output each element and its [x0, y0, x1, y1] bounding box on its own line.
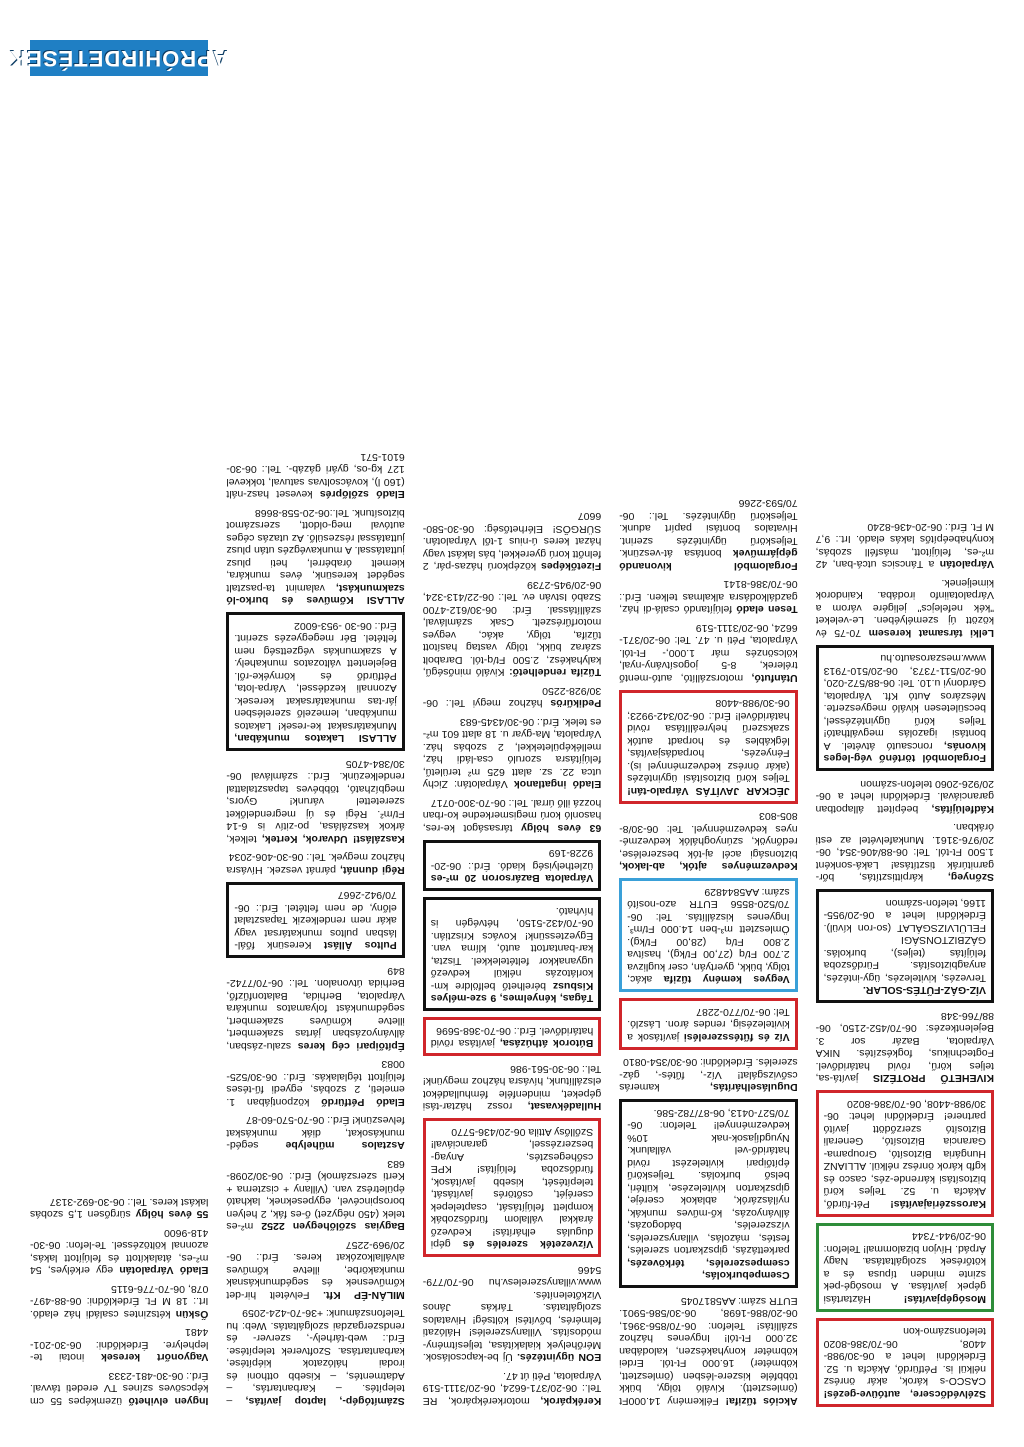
ad-column-2 [619, 87, 797, 1407]
ad-text: középkorú házas-pár, 2 felnőtt korú gyerekkel, bás lakást vagy házat keres ú-nius 1-től Várpalotán. SÜRGŐS! Elérhetőség: 06-30-580-6607 [422, 510, 602, 573]
classified-ad [619, 690, 797, 804]
classified-ad [423, 840, 601, 892]
classified-ad [423, 797, 601, 835]
ad-lead: Akciós tűzifa! [725, 1395, 798, 1407]
classified-ad [226, 613, 404, 752]
ad-lead: Duguláselhárítás, [710, 1081, 798, 1094]
classified-ad [226, 451, 404, 501]
classified-ad [816, 1318, 994, 1407]
ad-text: inotai te-lephelyre. Érdeklődni: 06-30-201-4481 [30, 1326, 209, 1364]
ad-text: Tervezés, kivitelezés, ügy-intézés, anyagbiztosítás. Fürdőszoba felújítás (teljes), burkolás. GÁZBIZTONSÁGI FELÜLVIZSGÁLAT (so-ron kívül). Érdeklődni lehet a 06-20/955-1166, telefon-számon [823, 897, 986, 984]
ad-text: parkettázás, gipszkarton szerelés, festés, mázolás, villanyszerelés, vízszerelés, bádogozás, állványozás, kő-műves munkák, nyílászárók, ablakok cseréje, gipszkarton kivitelezése, kültéri, belső burkolás. Teljeskörű építőipari kivitelezést rövid határidő-vel vállalunk. Nyugdíjasok-nak 10% kedvezménnyel! Telefon: 06-70/527-0413, 06-87/782-586. [627, 1107, 790, 1257]
classified-ad [619, 1100, 797, 1289]
ad-lead: VÍZ-GÁZ-FŰTÉS-SOLAR. [862, 984, 986, 997]
classified-ad [619, 999, 797, 1051]
ad-lead: Régi dunnát, [340, 864, 405, 876]
ad-lead: Hulladékvasat, [527, 1100, 602, 1113]
ad-lead: Bútorok áthúzása, [499, 1037, 594, 1050]
ad-text: Félkemény 14.000Ft (ömlesztett). Kiváló tölgy, bükk többféle kiszere-lésben (ömlesztett, köbméter) 16.000 Ft-tól. Erdei köbméter konyhakészen, kalodában 32.000 Ft-tól! Ingyenes házhoz szállítás! Telefon: 06-70/856-3961, 06-20/886-1698, 06-30/586-5901. EUTR szám: AA5817045 [619, 1295, 798, 1407]
ad-lead: Tágas, kényelmes, 9 sze-mélyes Kisbusz [430, 980, 594, 1005]
ad-text: párnát veszek. Hívásra házhoz megyek. Tel.: 06-30-406-2034 [226, 851, 405, 876]
classified-ad [816, 577, 994, 640]
ad-lead: Pultos Állást [323, 939, 397, 952]
ad-lead: Szőnyeg, [947, 871, 994, 884]
ad-text: – telepítés. – Karbantartás, – Adatmentés, – Kisebb otthoni és irodai hálózatok kiépítése, karbantartása. Szoftverek telepítése. Érd.: web-tárhely-, szerver- és rendszergazdai szolgáltatás. Web: hu Telefonszámunk: +36-70-424-2059 [226, 1307, 405, 1407]
ad-text: kárpittisztítás, bőr-garnitúrák tisztítása! Laká-sonként 1.500 Ft-tól. Tel: 06-88/406-354, 06-20/976-3161. Munkafelvétel az esti órákban. [815, 821, 994, 884]
ad-text: kamerás csővizsgálat! Víz-, fűtés-, gáz-szerelés. Érdeklődni: 06-30/354-0810 [619, 1056, 798, 1094]
ad-lead: Tűzifa rendelhető: [509, 666, 602, 679]
ad-lead: Víz és fűtésszerelési [683, 1031, 790, 1043]
ad-text: m²-es telek (450 négyzet) ő-es fák, 2 helyen borospincével, egypeseknek, lakható épületrész van. (Villany + ciszterna + Kerti szerszámok) Érd.: 06-30/2098-683 [226, 1158, 405, 1233]
ad-lead: Lelki társamat keresem [868, 627, 994, 639]
ad-text: Keresünk főál-lásban pultos munkatársat vagy akár nem rendelkezik Tapasztalat előny, de nem feltétel. Érd.: 06-70/942-2667 [234, 889, 397, 952]
classified-ad [226, 1058, 404, 1108]
ad-lead: Forgalomból történő vég-leges kivonás, [823, 740, 986, 765]
classified-ad [816, 778, 994, 816]
ad-column-5 [30, 87, 208, 1407]
classified-ad [423, 898, 601, 1012]
classified-ad [226, 1239, 404, 1302]
ad-lead: Várpalotán [939, 558, 994, 571]
classified-ad [30, 1283, 208, 1321]
classified-ad [816, 1223, 994, 1312]
ad-lead: Vegyes kemény tűzifa [663, 973, 790, 986]
ad-lead: Őskün [175, 1308, 209, 1320]
ad-text: Pét-fürdő, Akácfa u. 52. Teljes körű biztosítási kárrende-zés, casco és kgfb károk önrész nélkül. ALLIANZ Hungária Biztosító, Groupama-Garancia Biztosító, Generali Biztosító szerződött javító partnere! Érdeklődni lehet: 06-30/988-4408, 06-70/386-8020 [823, 1098, 986, 1210]
ad-lead: ALLASI Kőműves és burko-ló szakmunkást, [226, 582, 405, 607]
ad-lead: Építőipari cég keres [297, 1040, 405, 1052]
ad-lead: Eladó Várpalotán [119, 1264, 209, 1277]
ad-lead: ALLASI Lakatos munkában, [234, 732, 397, 745]
ad-text: 70-75 év között új személyében. Le-veleket "kék nefelejcs" jeligére várom a Várpalotaiinfo irodába. Kaindorok kimeljenek. [815, 577, 994, 639]
ad-column-3 [423, 87, 601, 1407]
ad-lead: Csempeburkolás, csempeszerelés, térkövezés, [627, 1257, 790, 1282]
ad-text: Felvételt hir-det kőművesnek és segédmunkásnak munkakörbe, illetve kőműves alvállalkozókat keres. Érd.: 06-20/969-2257 [226, 1239, 405, 1301]
ad-lead: MILÁN-ÉP Kft. [323, 1289, 405, 1301]
classified-ad [816, 1091, 994, 1218]
ad-text: beépített állapotban garanciával. Érdeklődni lehet a 06-20/926-2060 telefon-számon [815, 778, 994, 815]
ad-text: valamint ta-pasztalt segédet keresünk, éves munkára, kiemelt órabérrel, heti plusz juttatással. A munkavégzés után plusz juttatással részesülő. Az utazás céges autóval meg-oldott, szerszámot biztosítunk. Tel.:06-20-558-8668 [226, 507, 405, 594]
ad-text: gépi dugulás elhárítás! Kedvező árakkal vállalom fürdőszobák komplett felújítását, csaptelepek cseréjét, csőtörés javítását, telepítését, kisebb javítások, fürdőszoba felújítás! KPE csőhegesztés, Anyag-beszerzéssel, garanciával! Szőllősy Attila 06-20/436-5770 [430, 1126, 594, 1251]
ad-text: akác, tölgy, bükk, gyertyán, cser kuglizva 2.700 Ft/q (27,00 Ft/kg), hasítva 2.800 Ft/q (28,00 Ft/kg). Ömlesztett m³-ben 14.000 Ft/m³. Ingyenes kiszállítás. Tel: 06-70/520-8556 EUTR azo-nosító szám: AA5844829 [627, 886, 790, 986]
classified-ad [423, 1119, 601, 1258]
classified-ad [30, 1196, 208, 1221]
ad-lead: KIVEHETŐ PROTÉZIS [873, 1072, 994, 1085]
ad-lead: Ingyen elvihető [128, 1395, 209, 1407]
ad-text: roncsautó átvétel. A bontási igazolás megváltható! Teljes körű ügyintézéssel, becsületesen kiváló megyeszerte. Mészáros Autó Kft. Várpalota, Gárdonyi u.10. Tel: 06-88/572-020, 06-20/511-7373, 06-20/510-7913 www.meszarosauto.hu [823, 652, 986, 752]
ad-text: szalu-zásban, állványozásban jártas szakembert, illetve kőműves szakembert, segédmunkást folyamatos munkára Várpalota, Berhida, Balatonfűzfő, Berhida útvonalon. Tel.: 06-70/7742-849 [226, 965, 405, 1052]
classified-ad [816, 821, 994, 884]
classified-ad [619, 578, 797, 616]
classified-ad [619, 1295, 797, 1408]
ad-lead: Vízvezeték szerelés és [462, 1238, 594, 1251]
ad-text: Háztartási gépek javítása. A mosógé-pek szinte minden típusa és a kötőrések szolgáltatása. Nagy Árpád. Hívjon bizalommal! Telefon: 06-20/944-7344 [823, 1230, 986, 1305]
ad-lead: 55 éves hölgy [135, 1208, 209, 1221]
ad-text: Várpalotán: Zichy utca 22. sz. alatt 625 m² területű, felújításra szoruló csa-ládi ház, melléképületekkel, 2 szobás ház. Várpalota, Ma-gyar u. 18 alatt 601 m²-es telek. Érd.: 06-30/4345-683 [422, 716, 602, 791]
ad-lead: Szélvédőcsere, autóüve-gezés! [823, 1388, 986, 1400]
classified-ad [226, 851, 404, 876]
ad-text: Kiváló minőségű, kalyhakész, 2.500 Ft/q-tól. Darabolt száraz bükk, tölgy vastag hasított tűzifa, tölgy, akác, vegyes motorfűrészelt. Csak számlával, szállítással. Érd: 06-30/612-4700 Szabó István ev. Tel.: 06-22/413-324, 06-20/945-2739 [422, 579, 602, 679]
section-header [9, 40, 229, 76]
ad-text: társaságot ke-res, hasonló korú megismerkedne ko-rban hozzá illő úrral. Tel.: 06-70-300-0717 [422, 797, 602, 834]
ad-lead: Várpalota Bazársoron 20 m²-es [430, 872, 594, 885]
classified-ad [423, 510, 601, 573]
ad-text: sürgősen 1,5 szobás lakást keres. Tel.: 06-30-692-3137 [30, 1196, 209, 1221]
classified-ad [816, 890, 994, 1004]
classified-ad [423, 1370, 601, 1408]
classified-ad [619, 622, 797, 685]
ad-text: motorkerékpárok, RE Tel.: 06-20/371-6624, 06-20/3111-519 Várpalota, Péti út 47. [422, 1370, 602, 1407]
classified-ad [423, 1018, 601, 1057]
ad-text: felújítandó csalá-di ház, gazdálkodásra alkalmas telken. Érd.: 06-70/386-8141 [619, 578, 798, 616]
classified-ad [619, 497, 797, 572]
ad-text: biztonsági acél aj-tók beszerelése, redőnyök, szúnyoghálók kedvezmé-nyes kedvezménnyel. Tel: 06-30/8-805-803 [619, 810, 798, 860]
ad-lead: Kádfelújítás, [931, 803, 994, 815]
ad-lead: Bagyias szőlőhegyen 2252 [261, 1220, 405, 1233]
ad-text: javítá-sa, teljes körű, rövid határidővel. Fogtechnikus, fogkészítés. NIKA Várpalota, Bazár sor 3. Bejelentkezés: 06-70/452-2150, 06-88/766-348 [815, 1010, 994, 1085]
classified-ad [816, 645, 994, 772]
classified-ad [423, 1063, 601, 1113]
ad-lead: Kerékpárok, [540, 1395, 602, 1407]
classified-ad [226, 758, 404, 846]
classified-ad [226, 507, 404, 607]
classified-ad [226, 882, 404, 959]
ad-lead: EON ügyintézés. [517, 1351, 602, 1364]
classified-ad [619, 879, 797, 993]
ad-text: Munkatársakat ke-resek! Lakatos munkában, lemezelő szerelésben jár-tas munkatársakat keresek. Azonnali kezdéssel, Várpa-lota, Pétfürdő és környéke-ről. Bejelentett változatos munkahely. A szakmunkás végzettség nem feltétel. Bér megegyezés szerint. Érd.: 06-30 -953-6002 [234, 620, 397, 732]
ad-lead: 63 éves hölgy [521, 822, 602, 834]
ad-text: rossz háztar-tási gépeket, mindenféle fémhulladékot elszállítunk, hívásra házhoz megyünk! Tel.: 06-30-561-986 [422, 1063, 602, 1113]
classified-ad [226, 1307, 404, 1407]
ad-lead: Mosógépjavítás! [903, 1293, 986, 1305]
ad-lead: JÉCKAR JAVÍTÁS Várpalo-tán! [627, 785, 790, 797]
ad-column-4 [226, 87, 404, 1407]
classified-ad [619, 810, 797, 873]
ad-text: központjában 1. emeleti, 2 szobás, egyedi fű-téses felújított téglalakás. Érd.: 06-30/525-0083 [226, 1058, 405, 1108]
classified-ad [30, 1227, 208, 1277]
ad-lead: Utánfutó, [751, 672, 798, 684]
ad-lead: Kaszálást! Udvarok, Kertek, [261, 833, 405, 845]
ad-text: a Táncsics utcá-ban, 42 m²-es, felújított, másféll szobás, konyhabeépítős lakás eladó. Irt.: 9,7 M Ft. Érd.: 06-20-436-8240 [815, 521, 994, 571]
classified-ad [226, 965, 404, 1053]
classified-ad [423, 579, 601, 679]
classified-ad [30, 1326, 208, 1364]
ad-text: bérelhető belföldre km-korlátozás nélkül kedvező ugyanakkor feltételekkel. Tiszta, kar-bantartott autó, klíma van. Egyeztessünk! Kovács Krisztián. 06-70/432-5150, hétvégén is hívható. [430, 905, 594, 992]
ad-lead: Tesen eladó [736, 603, 798, 616]
ad-lead: Eladó Pétfürdő [321, 1096, 405, 1108]
ad-lead: Kedvezményes ajtók, ab-lakok, [619, 860, 798, 873]
ad-text: Teljes körű biztosítási ügyintézés (akár önrész kedvezménnyel is). Fényezés, horpadásjavítás, légkábles és horpadt autók szakszerű helyreállítása rövid határidővel! Érd.: 06-20/342-9923; 06-30/988-4408 [627, 697, 790, 785]
ad-lead: Karosszériajavítás! [890, 1198, 986, 1210]
classified-ad [816, 521, 994, 571]
ad-text: házhoz megyi Tel.: 06-30/928-2250 [422, 685, 602, 710]
section-title: APRÓHIRDETÉSEK [9, 46, 229, 71]
ad-lead: Számítógép-, laptop javítás, [245, 1395, 405, 1407]
ad-lead: Forgalomból kivonandó gépjárművek [619, 547, 798, 572]
ad-lead: Eladó szőlőprés [319, 488, 405, 501]
classified-ad [423, 1264, 601, 1364]
ad-columns [30, 87, 994, 1407]
ad-text: egy erkélyes, 54 m²-es, átalakított és felújított lakás, azonnal költözéssel. Te-lefon: 06-30-418-9600 [30, 1227, 209, 1277]
ad-lead: Pedikűrös [550, 697, 602, 710]
ad-text: Új be-kapcsolások. Mérőhelyek kialakítása, teljesítmény-módosítás. Villanyszerelés! Hálózati felmérés, bővítési költség! Hivatalos szolgáltatás. Tárkás János Vizkőtelenítés. www.villanyszerelesv.hu 06-70/779-5466 [422, 1264, 602, 1364]
ad-lead: Eladó ingatlanok [513, 778, 602, 791]
classified-ad [226, 1114, 404, 1152]
ad-text: javítások a kivitelezésig, rendes áron. László. Tel: 06-70/770-2287 [627, 1006, 790, 1043]
classified-ad [226, 1158, 404, 1233]
ad-text: kétszintes családi ház eladó. Irt.: 18 M Ft. Érdeklődni: 06-88-497-078, 06-70-776-6115 [30, 1283, 209, 1320]
classified-ad [816, 1010, 994, 1085]
ad-text: bontása át-veszünk. Teljeskörű ügyintézés szerint. Hivatalos bontási papírt adunk. Teljeskörű ügyintézés. Tel.: 06-70/593-2266 [619, 497, 798, 560]
ad-text: üzlethelyiség kiadó. Érd.: 06-20-9228-169 [430, 847, 594, 872]
ad-lead: Vagyonőrt keresek [101, 1351, 209, 1364]
ad-text: CASCO-s károk, akár önrész nélkül is. Pétfürdő, Akácfa u. 52. Érdeklődni lehet a 06-30/988-4408, 06-70/386-8020 telefonszámo-kon [823, 1325, 986, 1388]
ad-lead: Asztalos műhelybe [285, 1139, 405, 1152]
classified-ad [619, 1056, 797, 1094]
classified-ad [423, 716, 601, 791]
ad-lead: Fizetőképes [541, 560, 602, 573]
ad-text: keveset hasz-nált (160 l), kovácsoltvas satuval, tokkevel 127 kg-os, gyári gázáb-. Tel.: 06-30-6101-571 [226, 451, 405, 501]
classified-ad [423, 685, 601, 710]
ad-text: telkek, árkok kaszálása, po-zitív is 6-14 Ft/m². Régi és új megrendelőket szeretettel várunk! Gyors, megbízható, többéves tapasztalattal rendelkezünk. Érd.: számlával 06-30/384-4705 [226, 758, 405, 845]
ad-text: javítása rövid határidővel. Érd.: 06-70-368-5696 [430, 1025, 594, 1050]
ad-text: motorszállító, autó-mentő trélerek, 8-5 jogosítvány-nyal, kölcsönzés már 1.000,- Ft-tól. Várpalota, Péti u. 47. Tel: 06-20/371-6624, 06-20/3111-519 [619, 622, 798, 684]
ad-text: üzemképes 55 cm képcsöves színes TV eredeti távval. Érd.: 06-30-481-2333 [30, 1370, 209, 1407]
classified-ad [30, 1370, 208, 1408]
ad-column-1 [816, 87, 994, 1407]
ad-text: segéd-munkásokat, diák munkáskat felveszünk! Érd.: 06-70-570-60-87 [226, 1114, 405, 1152]
